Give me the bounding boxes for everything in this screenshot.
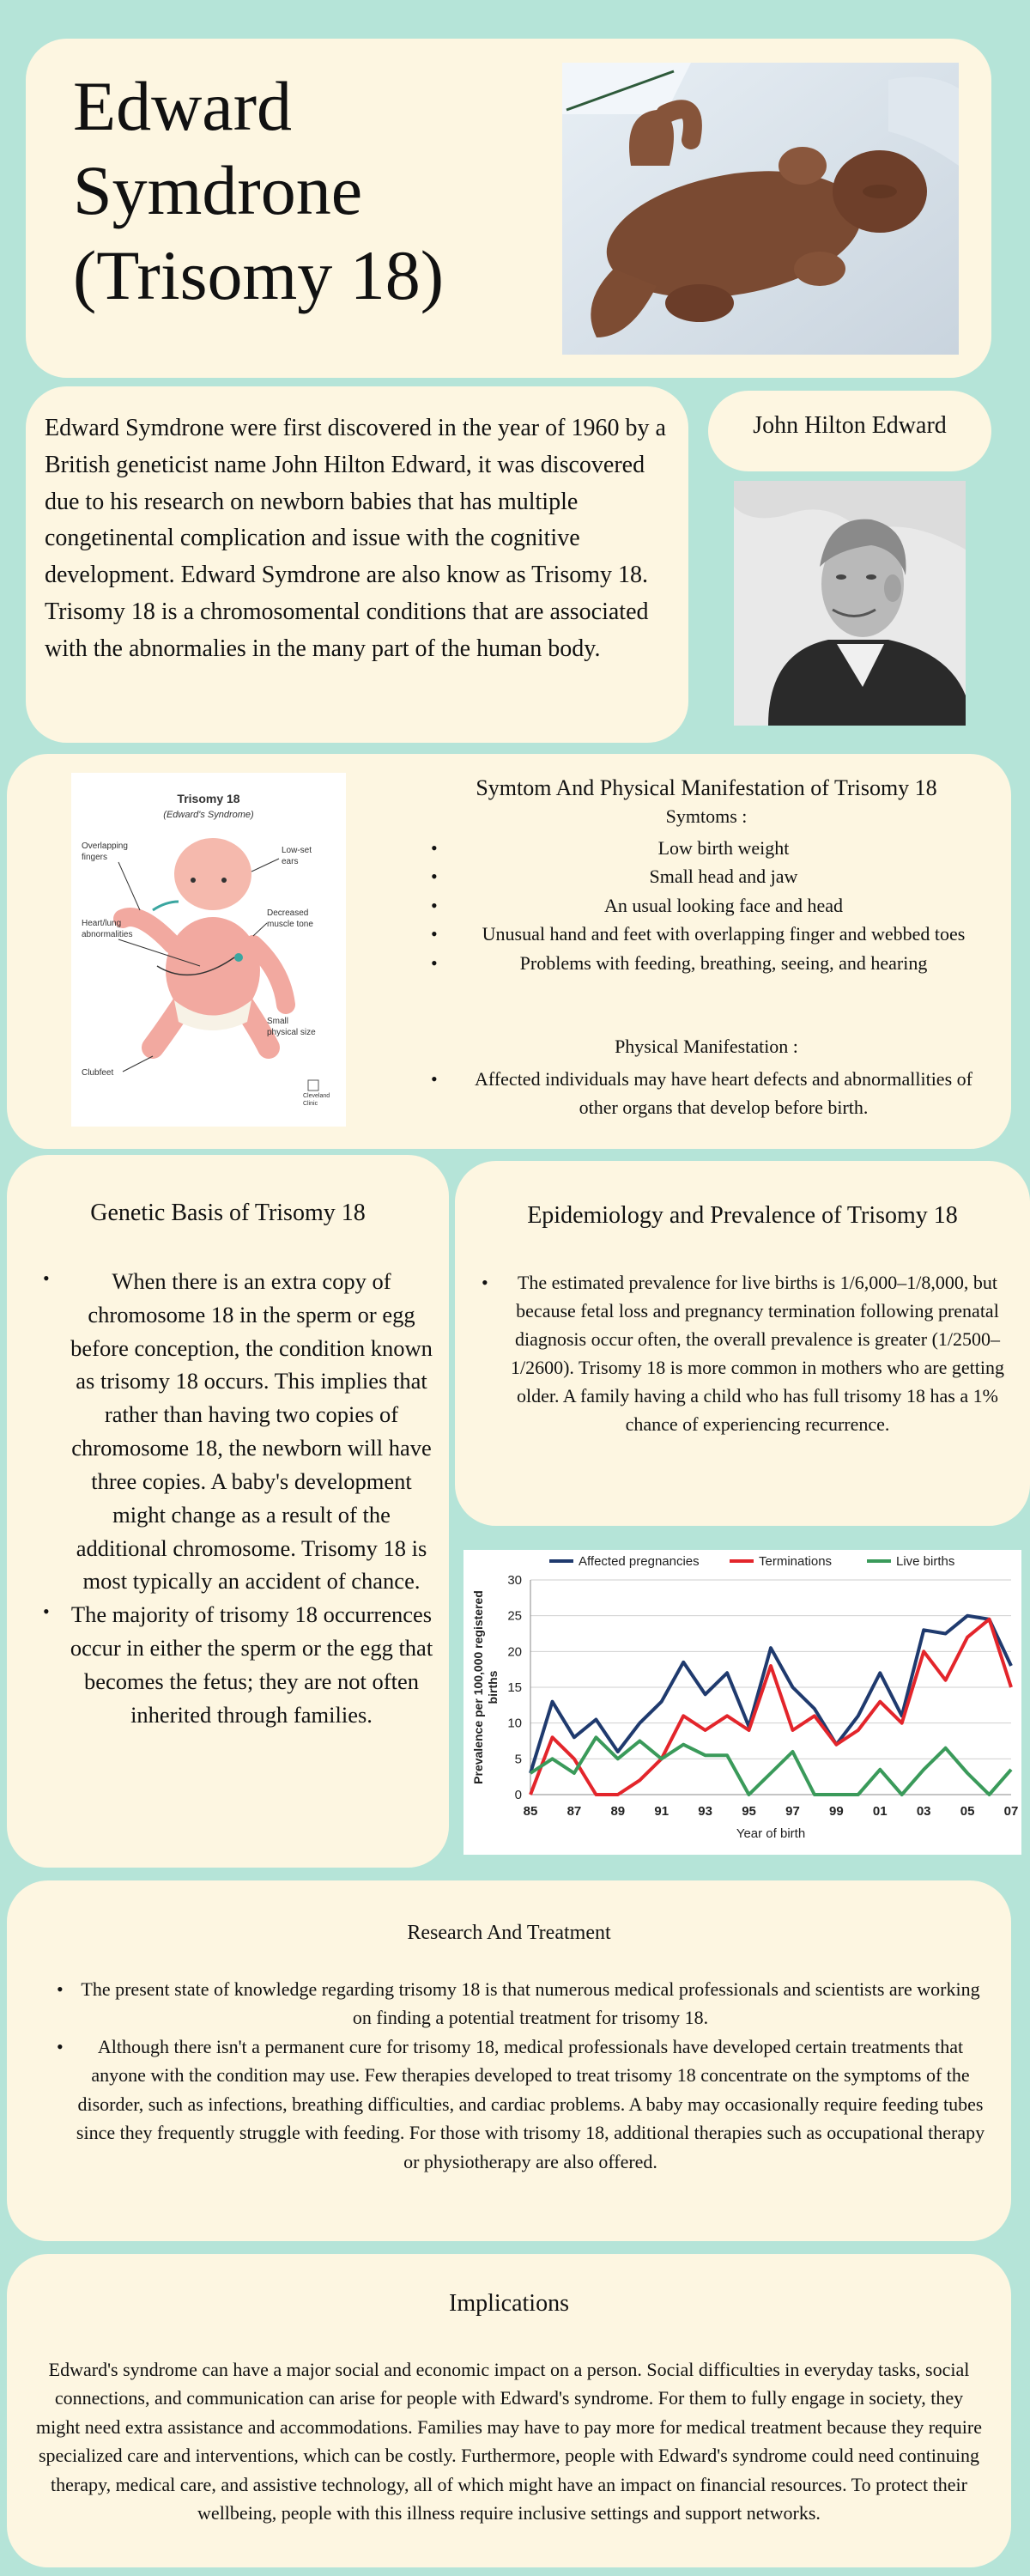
x-axis-label: Year of birth	[736, 1826, 806, 1841]
trisomy-illustration	[71, 773, 346, 1127]
research-list	[50, 1975, 985, 2176]
research-card	[7, 1880, 1011, 2241]
list-item: • Small head and jaw	[410, 862, 1003, 890]
legend-label: Affected pregnancies	[579, 1554, 700, 1569]
svg-text:Cleveland: Cleveland	[303, 1093, 330, 1099]
svg-text:Low-set: Low-set	[282, 846, 312, 855]
symptoms-list	[410, 834, 1003, 977]
svg-text:Overlapping: Overlapping	[82, 841, 128, 851]
svg-text:abnormalities: abnormalities	[82, 930, 133, 939]
series-line	[530, 1619, 1011, 1795]
svg-text:Small: Small	[267, 1017, 289, 1026]
y-tick-label: 20	[507, 1644, 522, 1660]
x-tick-label: 85	[523, 1804, 538, 1819]
research-heading: Research And Treatment	[407, 1922, 611, 1944]
list-item: • Affected individuals may have heart defects and abnormallities of other organs that develop before birth.	[410, 1065, 1003, 1122]
scientist-portrait	[734, 481, 966, 726]
svg-text:fingers: fingers	[82, 853, 108, 862]
genetic-list	[33, 1265, 436, 1731]
intro-paragraph: Edward Symdrone were first discovered in the year of 1960 by a British geneticist name John Hilton Edward, it was discovered due to his research on newborn babies that has multiple congetinental complication and issue with the cognitive development. Edward Symdrone are also know as Trisomy 18. Trisomy 18 is a chromosomental conditions that are associated with the abnormalies in the many part of the human body.	[45, 415, 666, 662]
illustration-subtitle: (Edward's Syndrome)	[163, 810, 254, 820]
y-tick-label: 25	[507, 1608, 522, 1624]
x-tick-label: 89	[610, 1804, 626, 1819]
manifestation-list	[410, 1065, 1003, 1122]
x-tick-label: 93	[698, 1804, 712, 1819]
symptoms-card	[7, 754, 1011, 1149]
list-item: • Although there isn't a permanent cure for trisomy 18, medical professionals have developed certain treatments that anyone with the condition may use. Few therapies developed to treat trisomy 18 concentrate on the symptoms of the disorder, such as infections, breathing difficulties, and cardiac problems. A baby may occasionally require feeding tubes since they frequently struggle with feeding. For those with trisomy 18, additional therapies such as occupational therapy or physiotherapy are also offered.	[50, 2032, 985, 2176]
y-tick-label: 0	[514, 1788, 522, 1802]
x-tick-label: 07	[1003, 1804, 1019, 1819]
symptoms-heading: Symtom And Physical Manifestation of Trisomy 18	[476, 775, 937, 800]
symptoms-subheading: Symtoms :	[665, 805, 748, 827]
series-line	[530, 1737, 1011, 1795]
illustration-title: Trisomy 18	[177, 792, 240, 805]
list-item: • An usual looking face and head	[410, 891, 1003, 920]
x-tick-label: 03	[916, 1804, 931, 1819]
list-item: • Problems with feeding, breathing, seeing, and hearing	[410, 949, 1003, 977]
page-title: Edward Symdrone (Trisomy 18)	[73, 67, 445, 314]
x-tick-label: 01	[872, 1804, 888, 1819]
x-tick-label: 99	[829, 1804, 844, 1819]
list-item: • The estimated prevalence for live births is 1/6,000–1/8,000, but because fetal loss and pregnancy termination following prenatal diagnosis occur often, the overall prevalence is greater (1/2500–1/2600). Trisomy 18 is more common in mothers who are getting older. A family having a child who has full trisomy 18 has a 1% chance of experiencing recurrence.	[476, 1268, 1013, 1438]
svg-text:Decreased: Decreased	[267, 908, 309, 918]
y-tick-label: 15	[507, 1680, 522, 1695]
list-item: • Low birth weight	[410, 834, 1003, 862]
implications-heading: Implications	[449, 2290, 569, 2317]
prevalence-chart	[464, 1550, 1021, 1855]
scientist-name-card	[708, 391, 991, 471]
x-tick-label: 87	[566, 1804, 582, 1819]
epidemiology-list	[476, 1268, 1013, 1438]
manifestation-subheading: Physical Manifestation :	[615, 1036, 798, 1057]
svg-text:Clubfeet: Clubfeet	[82, 1068, 114, 1078]
y-tick-label: 10	[507, 1716, 522, 1731]
svg-text:Clinic: Clinic	[303, 1101, 318, 1107]
scientist-name: John Hilton Edward	[753, 412, 947, 439]
genetic-basis-card	[7, 1155, 449, 1868]
epidemiology-heading: Epidemiology and Prevalence of Trisomy 18	[527, 1202, 958, 1229]
legend-label: Terminations	[759, 1554, 833, 1569]
epidemiology-card	[455, 1161, 1030, 1526]
y-tick-label: 30	[507, 1573, 522, 1588]
svg-text:ears: ears	[282, 857, 299, 866]
newborn-photo	[562, 63, 959, 355]
x-tick-label: 05	[960, 1804, 975, 1819]
x-tick-label: 95	[742, 1804, 756, 1819]
x-tick-label: 97	[785, 1804, 800, 1819]
implications-card	[7, 2254, 1011, 2567]
list-item: • When there is an extra copy of chromosome 18 in the sperm or egg before conception, the condition known as trisomy 18 occurs. This implies that rather than having two copies of chromosome 18, the newborn will have three copies. A baby's development might change as a result of the additional chromosome. Trisomy 18 is most typically an accident of chance.	[33, 1265, 436, 1598]
y-tick-label: 5	[514, 1752, 522, 1767]
implications-paragraph: Edward's syndrome can have a major social and economic impact on a person. Social difficulties in everyday tasks, social connections, and communication can arise for people with Edward's syndrome. For them to fully engage in society, they might need extra assistance and accommodations. Families may have to pay more for medical treatment because they require specialized care and interventions, which can be costly. Furthermore, people with Edward's syndrome could need continuing therapy, medical care, and assistive technology, all of which might have an impact on financial resources. To protect their wellbeing, people with this illness require inclusive settings and support networks.	[35, 2359, 983, 2524]
series-line	[530, 1616, 1011, 1773]
title-card	[26, 39, 991, 378]
x-tick-label: 91	[654, 1804, 670, 1819]
svg-text:physical size: physical size	[267, 1028, 316, 1037]
svg-text:Heart/lung: Heart/lung	[82, 919, 122, 928]
intro-card	[26, 386, 688, 743]
y-axis-label: Prevalence per 100,000 registeredbirths	[471, 1590, 500, 1784]
list-item: • Unusual hand and feet with overlapping finger and webbed toes	[410, 920, 1003, 948]
svg-text:muscle tone: muscle tone	[267, 920, 313, 929]
list-item: • The present state of knowledge regarding trisomy 18 is that numerous medical professionals and scientists are working on finding a potential treatment for trisomy 18.	[50, 1975, 985, 2032]
genetic-heading: Genetic Basis of Trisomy 18	[90, 1200, 366, 1226]
legend-label: Live births	[896, 1554, 955, 1569]
list-item: • The majority of trisomy 18 occurrences occur in either the sperm or the egg that becomes the fetus; they are not often inherited through families.	[33, 1598, 436, 1731]
